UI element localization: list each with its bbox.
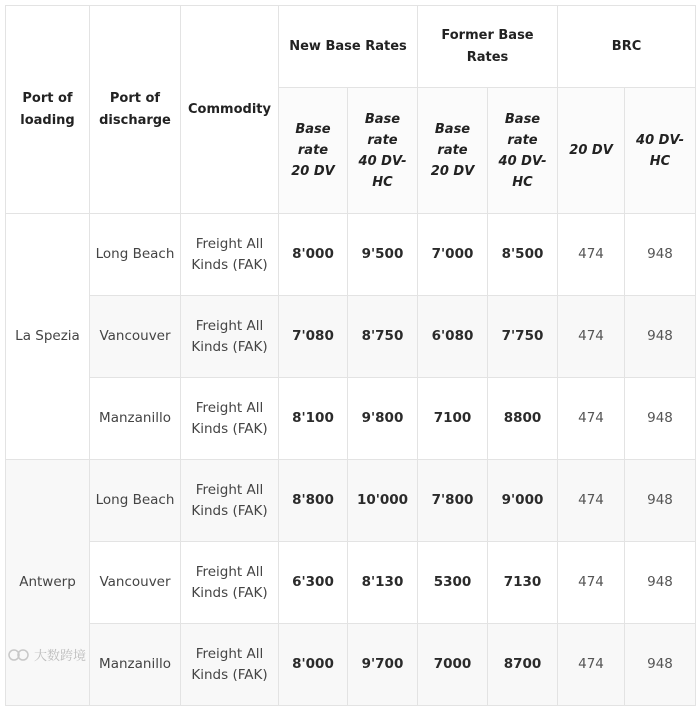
header-former-base-rates: Former Base Rates [418,6,558,88]
commodity-cell: Freight All Kinds (FAK) [181,460,279,542]
watermark-logo-icon [8,648,30,666]
brc-40-cell: 948 [625,542,696,624]
subheader-brc-40dvhc: 40 DV-HC [625,88,696,214]
former-20-cell: 7'800 [418,460,488,542]
brc-40-cell: 948 [625,460,696,542]
header-port-of-loading: Port of loading [6,6,90,214]
commodity-cell: Freight All Kinds (FAK) [181,296,279,378]
discharge-cell: Vancouver [90,296,181,378]
former-40-cell: 8800 [488,378,558,460]
discharge-cell: Long Beach [90,214,181,296]
watermark [8,645,86,666]
brc-40-cell: 948 [625,378,696,460]
new-40-cell: 9'500 [348,214,418,296]
former-20-cell: 7000 [418,624,488,706]
brc-40-cell: 948 [625,214,696,296]
table-row [6,296,696,378]
new-40-cell: 10'000 [348,460,418,542]
subheader-new-20dv: Base rate 20 DV [279,88,348,214]
discharge-cell: Vancouver [90,542,181,624]
new-20-cell: 8'000 [279,624,348,706]
base-rates-table [5,5,696,706]
header-brc: BRC [558,6,696,88]
discharge-cell: Manzanillo [90,378,181,460]
commodity-cell: Freight All Kinds (FAK) [181,214,279,296]
subheader-former-20dv: Base rate 20 DV [418,88,488,214]
new-40-cell: 8'130 [348,542,418,624]
former-20-cell: 6'080 [418,296,488,378]
discharge-cell: Long Beach [90,460,181,542]
new-40-cell: 9'700 [348,624,418,706]
new-20-cell: 6'300 [279,542,348,624]
table-row [6,460,696,542]
former-40-cell: 8'500 [488,214,558,296]
subheader-brc-20dv: 20 DV [558,88,625,214]
brc-20-cell: 474 [558,624,625,706]
new-20-cell: 8'100 [279,378,348,460]
commodity-cell: Freight All Kinds (FAK) [181,542,279,624]
table-row [6,542,696,624]
new-40-cell: 9'800 [348,378,418,460]
former-40-cell: 7130 [488,542,558,624]
brc-20-cell: 474 [558,378,625,460]
brc-20-cell: 474 [558,460,625,542]
commodity-cell: Freight All Kinds (FAK) [181,378,279,460]
subheader-former-40dvhc: Base rate 40 DV-HC [488,88,558,214]
subheader-new-40dvhc: Base rate 40 DV-HC [348,88,418,214]
brc-40-cell: 948 [625,624,696,706]
former-20-cell: 5300 [418,542,488,624]
new-40-cell: 8'750 [348,296,418,378]
former-20-cell: 7100 [418,378,488,460]
new-20-cell: 8'800 [279,460,348,542]
header-port-of-discharge: Port of discharge [90,6,181,214]
watermark-text: 大数跨境 [34,649,87,664]
brc-40-cell: 948 [625,296,696,378]
discharge-cell: Manzanillo [90,624,181,706]
new-20-cell: 7'080 [279,296,348,378]
table-row [6,214,696,296]
header-commodity: Commodity [181,6,279,214]
table-row [6,624,696,706]
former-40-cell: 9'000 [488,460,558,542]
header-new-base-rates: New Base Rates [279,6,418,88]
former-20-cell: 7'000 [418,214,488,296]
commodity-cell: Freight All Kinds (FAK) [181,624,279,706]
former-40-cell: 7'750 [488,296,558,378]
brc-20-cell: 474 [558,542,625,624]
port-of-loading-cell: La Spezia [6,214,90,460]
new-20-cell: 8'000 [279,214,348,296]
port-of-loading-cell: Antwerp [6,460,90,706]
brc-20-cell: 474 [558,214,625,296]
table-row [6,378,696,460]
brc-20-cell: 474 [558,296,625,378]
former-40-cell: 8700 [488,624,558,706]
